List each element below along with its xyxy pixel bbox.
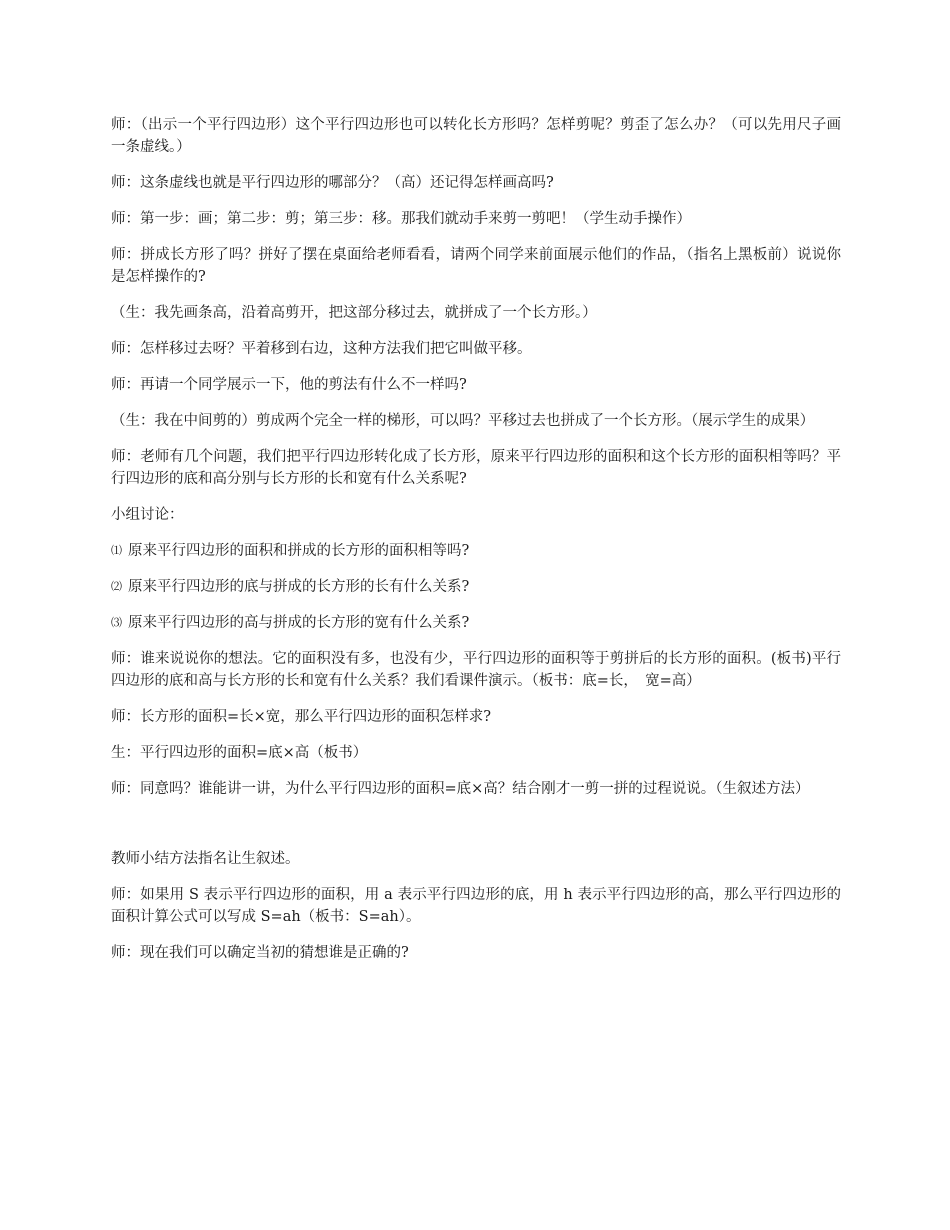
discussion-item <box>111 540 841 562</box>
paragraph: 师：拼成长方形了吗？拼好了摆在桌面给老师看看，请两个同学来前面展示他们的作品，（指名上黑板前）说说你是怎样操作的? <box>111 247 841 285</box>
paragraph: 师：同意吗？谁能讲一讲，为什么平行四边形的面积=底×高？结合刚才一剪一拼的过程说说。（生叙述方法） <box>111 781 810 797</box>
item-number: ⑶ <box>111 616 122 629</box>
item-text: 原来平行四边形的底与拼成的长方形的长有什么关系? <box>128 579 470 595</box>
paragraph: 师：老师有几个问题，我们把平行四边形转化成了长方形，原来平行四边形的面积和这个长方形的面积相等吗？平行四边形的底和高分别与长方形的长和宽有什么关系呢? <box>111 449 841 487</box>
paragraph: 师：这条虚线也就是平行四边形的哪部分？（高）还记得怎样画高吗? <box>111 175 554 191</box>
paragraph: 师：再请一个同学展示一下，他的剪法有什么不一样吗? <box>111 377 467 393</box>
paragraph: （生：我先画条高，沿着高剪开，把这部分移过去，就拼成了一个长方形。） <box>111 305 597 321</box>
paragraph: 教师小结方法指名让生叙述。 <box>111 851 300 867</box>
paragraph: 生：平行四边形的面积=底×高（板书） <box>111 745 368 761</box>
item-text: 原来平行四边形的高与拼成的长方形的宽有什么关系? <box>128 615 470 631</box>
paragraph: 师：第一步：画；第二步：剪；第三步：移。那我们就动手来剪一剪吧！（学生动手操作） <box>111 211 691 227</box>
paragraph: 师：现在我们可以确定当初的猜想谁是正确的? <box>111 945 409 961</box>
section-heading: 小组讨论： <box>111 507 184 523</box>
item-text: 原来平行四边形的面积和拼成的长方形的面积相等吗? <box>128 543 470 559</box>
discussion-item <box>111 576 841 598</box>
paragraph: 师：（出示一个平行四边形）这个平行四边形也可以转化长方形吗？怎样剪呢？剪歪了怎么办？（可以先用尺子画一条虚线。） <box>111 117 841 155</box>
paragraph: （生：我在中间剪的）剪成两个完全一样的梯形，可以吗？平移过去也拼成了一个长方形。（展示学生的成果） <box>111 413 815 429</box>
document-page <box>111 114 841 978</box>
paragraph: 师：谁来说说你的想法。它的面积没有多，也没有少，平行四边形的面积等于剪拼后的长方形的面积。(板书)平行四边形的底和高与长方形的长和宽有什么关系？我们看课件演示。（板书：底=长， 宽=高） <box>111 651 841 689</box>
paragraph: 师：长方形的面积=长×宽，那么平行四边形的面积怎样求? <box>111 709 492 725</box>
paragraph: 师：怎样移过去呀？平着移到右边，这种方法我们把它叫做平移。 <box>111 341 532 357</box>
discussion-item <box>111 612 841 634</box>
item-number: ⑵ <box>111 580 122 593</box>
item-number: ⑴ <box>111 544 122 557</box>
paragraph: 师：如果用 S 表示平行四边形的面积，用 a 表示平行四边形的底，用 h 表示平行四边形的高，那么平行四边形的面积计算公式可以写成 S=ah（板书：S=ah）。 <box>111 887 841 925</box>
